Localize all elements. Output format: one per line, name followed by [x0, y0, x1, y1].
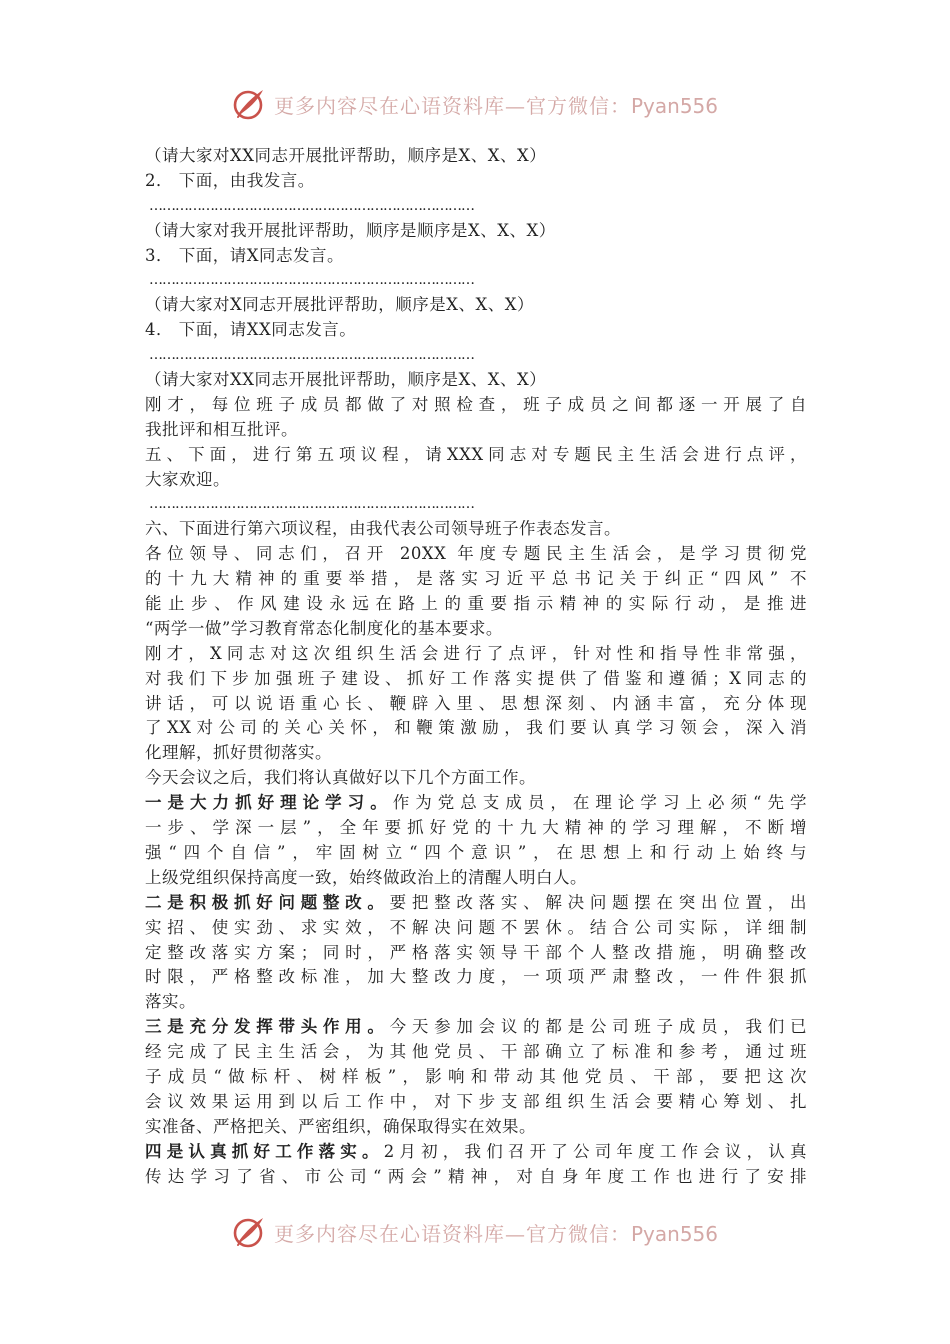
text-line: 2． 下面，由我发言。 [145, 170, 315, 190]
text-line: 传达学习了省、市公司“两会”精神，对自身年度工作也进行了安排 [145, 1166, 807, 1186]
dotted-separator: ………………………………………………………………… [149, 496, 474, 513]
paragraph-heading: 二是积极抓好问题整改。 [145, 892, 390, 912]
text-line: 各位领导、同志们，召开 20XX 年度专题民主生活会，是学习贯彻党 [145, 544, 807, 564]
paragraph-heading: 三是充分发挥带头作用。 [145, 1017, 390, 1037]
quill-logo-icon [232, 86, 268, 122]
dotted-separator: ………………………………………………………………… [149, 272, 474, 289]
paragraph-heading: 四是认真抓好工作落实。 [145, 1141, 384, 1161]
header-banner [0, 84, 950, 124]
text-line: 刚才，X同志对这次组织生活会进行了点评，针对性和指导性非常强， [145, 643, 807, 663]
quill-logo-icon [232, 1214, 268, 1250]
footer-banner-text: 更多内容尽在心语资料库—官方微信：Pyan556 [273, 1221, 718, 1246]
document-body [145, 144, 807, 1189]
text-line: （请大家对我开展批评帮助，顺序是顺序是X、X、X） [145, 220, 556, 240]
paragraph-first-line: 四是认真抓好工作落实。2月初，我们召开了公司年度工作会议，认真 [145, 1141, 807, 1161]
text-line: 对我们下步加强班子建设、抓好工作落实提供了借鉴和遵循；X同志的 [145, 668, 807, 688]
paragraph-heading: 一是大力抓好理论学习。 [145, 793, 393, 813]
dotted-separator: ………………………………………………………………… [149, 197, 474, 214]
footer-banner [0, 1212, 950, 1252]
text-line: 今天会议之后，我们将认真做好以下几个方面工作。 [145, 768, 536, 788]
text-line: 定整改落实方案；同时，严格落实领导干部个人整改措施，明确整改 [145, 942, 807, 962]
text-line: 经完成了民主生活会，为其他党员、干部确立了标准和参考，通过班 [145, 1042, 807, 1062]
header-banner-text: 更多内容尽在心语资料库—官方微信：Pyan556 [273, 93, 718, 118]
text-line: 能止步、作风建设永远在路上的重要指示精神的实际行动，是推进 [145, 594, 807, 614]
text-line: 我批评和相互批评。 [145, 419, 298, 439]
text-line: 4． 下面，请XX同志发言。 [145, 320, 357, 340]
text-line: （请大家对XX同志开展批评帮助，顺序是X、X、X） [145, 370, 547, 390]
text-line: 一步、学深一层”，全年要抓好党的十九大精神的学习理解，不断增 [145, 818, 807, 838]
text-line: 的十九大精神的重要举措，是落实习近平总书记关于纠正“四风” 不 [145, 569, 807, 589]
text-line: 时限，严格整改标准，加大整改力度，一项项严肃整改，一件件狠抓 [145, 967, 807, 987]
text-line: 3． 下面，请X同志发言。 [145, 245, 344, 265]
text-line: 子成员“做标杆、树样板”，影响和带动其他党员、干部，要把这次 [145, 1066, 807, 1086]
text-line: 五、下面，进行第五项议程，请XXX同志对专题民主生活会进行点评， [145, 444, 807, 464]
text-line: 落实。 [145, 992, 196, 1012]
paragraph-first-line: 一是大力抓好理论学习。作为党总支成员，在理论学习上必须“先学 [145, 793, 807, 813]
text-line: 了XX对公司的关心关怀，和鞭策激励，我们要认真学习领会，深入消 [145, 718, 807, 738]
text-line: 刚才，每位班子成员都做了对照检查，班子成员之间都逐一开展了自 [145, 394, 807, 414]
text-line: 实准备、严格把关、严密组织，确保取得实在效果。 [145, 1116, 536, 1136]
text-line: （请大家对XX同志开展批评帮助，顺序是X、X、X） [145, 146, 547, 165]
text-line: 六、下面进行第六项议程，由我代表公司领导班子作表态发言。 [145, 519, 621, 539]
text-line: “两学一做”学习教育常态化制度化的基本要求。 [145, 618, 503, 638]
text-line: 实招、使实劲、求实效，不解决问题不罢休。结合公司实际，详细制 [145, 917, 807, 937]
text-line: 化理解，抓好贯彻落实。 [145, 743, 332, 763]
paragraph-first-line: 二是积极抓好问题整改。要把整改落实、解决问题摆在突出位置，出 [145, 892, 807, 912]
text-line: 强“四个自信”，牢固树立“四个意识”，在思想上和行动上始终与 [145, 842, 807, 862]
text-line: 会议效果运用到以后工作中，对下步支部组织生活会要精心筹划、扎 [145, 1091, 807, 1111]
paragraph-first-line: 三是充分发挥带头作用。今天参加会议的都是公司班子成员，我们已 [145, 1017, 807, 1037]
text-line: 大家欢迎。 [145, 469, 230, 489]
footer-wechat-id: Pyan556 [630, 1221, 718, 1246]
text-line: 上级党组织保持高度一致，始终做政治上的清醒人明白人。 [145, 867, 587, 887]
text-line: （请大家对X同志开展批评帮助，顺序是X、X、X） [145, 295, 534, 315]
header-wechat-id: Pyan556 [630, 93, 718, 118]
text-line: 讲话，可以说语重心长、鞭辟入里、思想深刻、内涵丰富，充分体现 [145, 693, 807, 713]
dotted-separator: ………………………………………………………………… [149, 347, 474, 364]
